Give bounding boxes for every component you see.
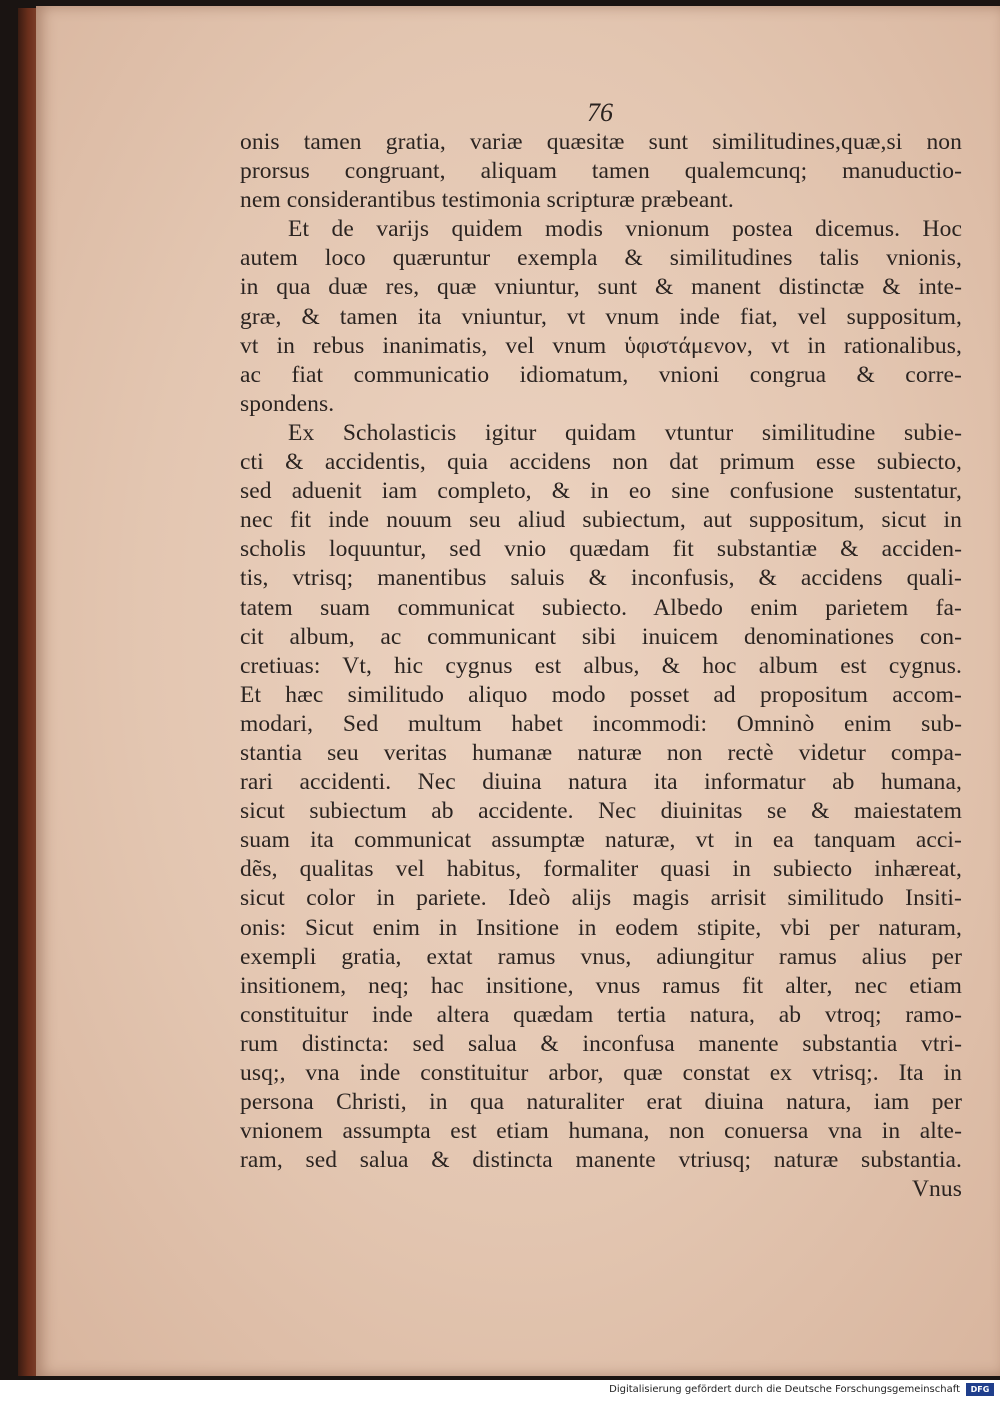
text-line: onis tamen gratia, variæ quæsitæ sunt similitudines,quæ,si non [240, 129, 962, 155]
text-line: usq;, vna inde constituitur arbor, quæ constat ex vtrisq;. Ita in [240, 1060, 962, 1086]
text-line: rum distincta: sed salua & inconfusa manente substantia vtri- [240, 1030, 962, 1057]
text-line: persona Christi, in qua naturaliter erat diuina natura, iam per [240, 1089, 962, 1116]
text-line: exempli gratia, extat ramus vnus, adiungitur ramus alius per [240, 943, 962, 970]
funding-credit: Digitalisierung gefördert durch die Deutsche Forschungsgemeinschaft [609, 1384, 960, 1395]
catchword: Vnus [911, 1176, 962, 1203]
text-line: nec fit inde nouum seu aliud subiectum, aut suppositum, sicut in [240, 507, 962, 534]
text-line: onis: Sicut enim in Insitione in eodem stipite, vbi per naturam, [240, 914, 962, 941]
text-line: vnionem assumpta est etiam humana, non conuersa vna in alte- [240, 1118, 962, 1145]
text-line: spondens. [240, 390, 335, 417]
text-line: autem loco quæruntur exempla & similitudines talis vnionis, [240, 245, 962, 272]
text-line: vt in rebus inanimatis, vel vnum ὑφιστάμενον, vt in rationalibus, [240, 332, 962, 359]
text-line: scholis loquuntur, sed vnio quædam fit substantiæ & acciden- [240, 536, 962, 563]
text-line: in qua duæ res, quæ vniuntur, sunt & manent distinctæ & inte- [240, 274, 962, 301]
text-line: ac fiat communicatio idiomatum, vnioni congrua & corre- [240, 361, 962, 388]
text-line: sicut subiectum ab accidente. Nec diuinitas se & maiestatem [240, 798, 962, 825]
footer-bar [0, 1380, 1000, 1401]
text-line: Ex Scholasticis igitur quidam vtuntur similitudine subie- [288, 419, 962, 446]
text-line: insitionem, neq; hac insitione, vnus ramus fit alter, nec etiam [240, 972, 962, 999]
text-line: sed aduenit iam completo, & in eo sine confusione sustentatur, [240, 478, 962, 505]
text-line: tis, vtrisq; manentibus saluis & inconfusis, & accidens quali- [240, 565, 962, 592]
text-line: cretiuas: Vt, hic cygnus est albus, & hoc album est cygnus. [240, 652, 962, 679]
text-line: constituitur inde altera quædam tertia natura, ab vtroq; ramo- [240, 1001, 962, 1028]
text-line: prorsus congruant, aliquam tamen qualemcunq; manuductio- [240, 158, 962, 185]
text-line: nem considerantibus testimonia scripturæ præbeant. [240, 187, 734, 214]
text-line: dẽs, qualitas vel habitus, formaliter quasi in subiecto inhæreat, [240, 856, 962, 883]
text-line: græ, & tamen ita vniuntur, vt vnum inde fiat, vel suppositum, [240, 303, 962, 330]
dfg-logo: DFG [966, 1383, 994, 1396]
text-line: stantia seu veritas humanæ naturæ non rectè videtur compa- [240, 739, 962, 766]
text-line: rari accidenti. Nec diuina natura ita informatur ab humana, [240, 769, 962, 796]
text-line: suam ita communicat assumptæ naturæ, vt in ea tanquam acci- [240, 827, 962, 854]
text-line: ram, sed salua & distincta manente vtriusq; naturæ substantia. [240, 1147, 962, 1174]
text-line: modari, Sed multum habet incommodi: Omninò enim sub- [240, 710, 962, 737]
text-line: sicut color in pariete. Ideò alijs magis arrisit similitudo Insiti- [240, 885, 962, 912]
text-line: Et hæc similitudo aliquo modo posset ad propositum accom- [240, 681, 962, 708]
text-line: tatem suam communicat subiecto. Albedo enim parietem fa- [240, 594, 962, 621]
text-line: Et de varijs quidem modis vnionum postea dicemus. Hoc [288, 216, 962, 243]
page-text [240, 128, 962, 1204]
text-line: cit album, ac communicant sibi inuicem denominationes con- [240, 623, 962, 650]
page-number: 76 [587, 98, 613, 127]
text-line: cti & accidentis, quia accidens non dat primum esse subiecto, [240, 449, 962, 476]
